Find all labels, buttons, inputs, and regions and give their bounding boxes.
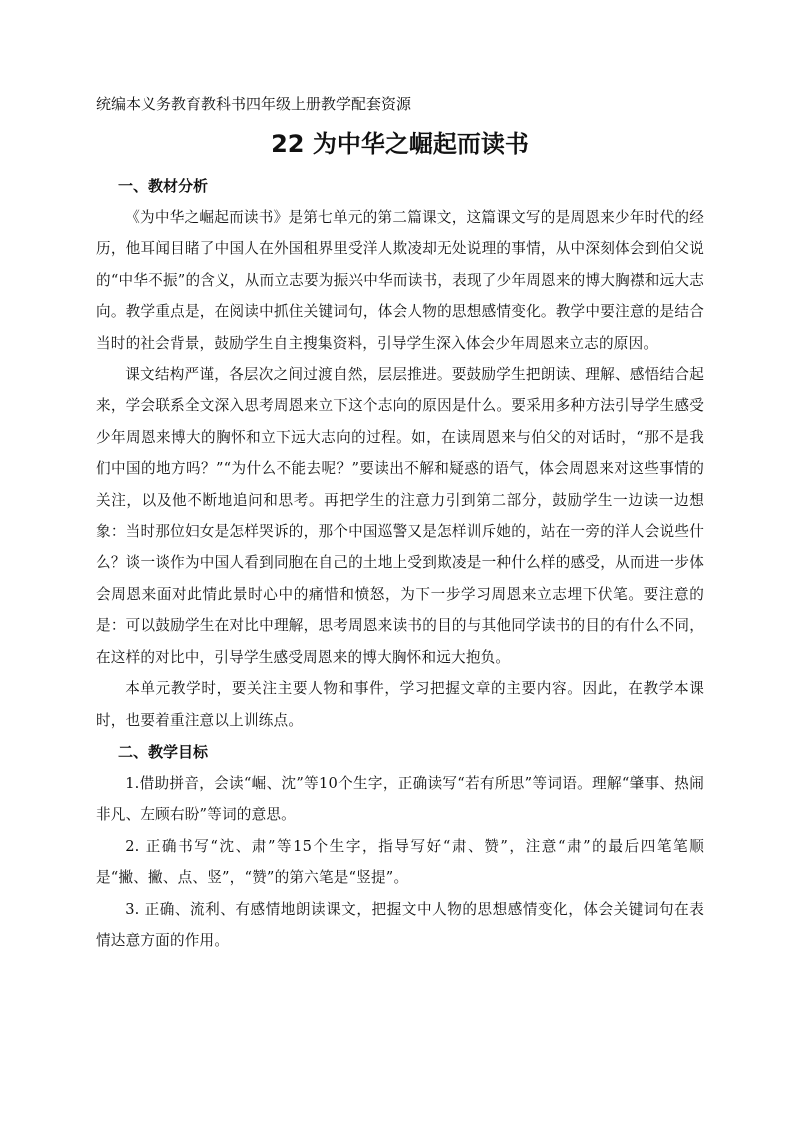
- objective-item: 3. 正确、流利、有感情地朗读课文，把握文中人物的思想感情变化，体会关键词句在表情达意方面的作用。: [96, 900, 704, 949]
- section-textbook-analysis: [96, 172, 704, 736]
- document-title: 22 为中华之崛起而读书: [271, 130, 529, 158]
- objective-item: 2. 正确书写“沈、肃”等15个生字，指导写好“肃、赞”，注意“肃”的最后四笔笔顺是“撇、撇、点、竖”，“赞”的第六笔是“竖提”。: [96, 837, 704, 887]
- objective-item: 1.借助拼音，会读“崛、沈”等10个生字，正确读写“若有所思”等词语。理解“肇事、热闹非凡、左顾右盼”等词的意思。: [96, 774, 704, 824]
- paragraph: 本单元教学时，要关注主要人物和事件，学习把握文章的主要内容。因此，在教学本课时，也要着重注意以上训练点。: [96, 680, 704, 729]
- document-page: [96, 92, 704, 956]
- section-heading: 一、教材分析: [118, 177, 209, 195]
- section-heading: 二、教学目标: [118, 742, 209, 761]
- document-header: 统编本义务教育教科书四年级上册教学配套资源: [96, 95, 412, 113]
- paragraph: 《为中华之崛起而读书》是第七单元的第二篇课文，这篇课文写的是周恩来少年时代的经历，他耳闻目睹了中国人在外国租界里受洋人欺凌却无处说理的事情，从中深刻体会到伯父说的“中华不振”的含义，从而立志要为振兴中华而读书，表现了少年周恩来的博大胸襟和远大志向。教学重点是，在阅读中抓住关键词句，体会人物的思想感情变化。教学中要注意的是结合当时的社会背景，鼓励学生自主搜集资料，引导学生深入体会少年周恩来立志的原因。: [96, 209, 704, 352]
- paragraph: 课文结构严谨，各层次之间过渡自然，层层推进。要鼓励学生把朗读、理解、感悟结合起来，学会联系全文深入思考周恩来立下这个志向的原因是什么。要采用多种方法引导学生感受少年周恩来博大的胸怀和立下远大志向的过程。如，在读周恩来与伯父的对话时，“那不是我们中国的地方吗？”“为什么不能去呢？”要读出不解和疑惑的语气，体会周恩来对这些事情的关注，以及他不断地追问和思考。再把学生的注意力引到第二部分，鼓励学生一边读一边想象：当时那位妇女是怎样哭诉的，那个中国巡警又是怎样训斥她的，站在一旁的洋人会说些什么？谈一谈作为中国人看到同胞在自己的土地上受到欺凌是一种什么样的感受，从而进一步体会周恩来面对此情此景时心中的痛惜和愤怒，为下一步学习周恩来立志埋下伏笔。要注意的是：可以鼓励学生在对比中理解，思考周恩来读书的目的与其他同学读书的目的有什么不同，在这样的对比中，引导学生感受周恩来的博大胸怀和远大抱负。: [96, 366, 704, 666]
- section-teaching-objectives: [96, 738, 704, 956]
